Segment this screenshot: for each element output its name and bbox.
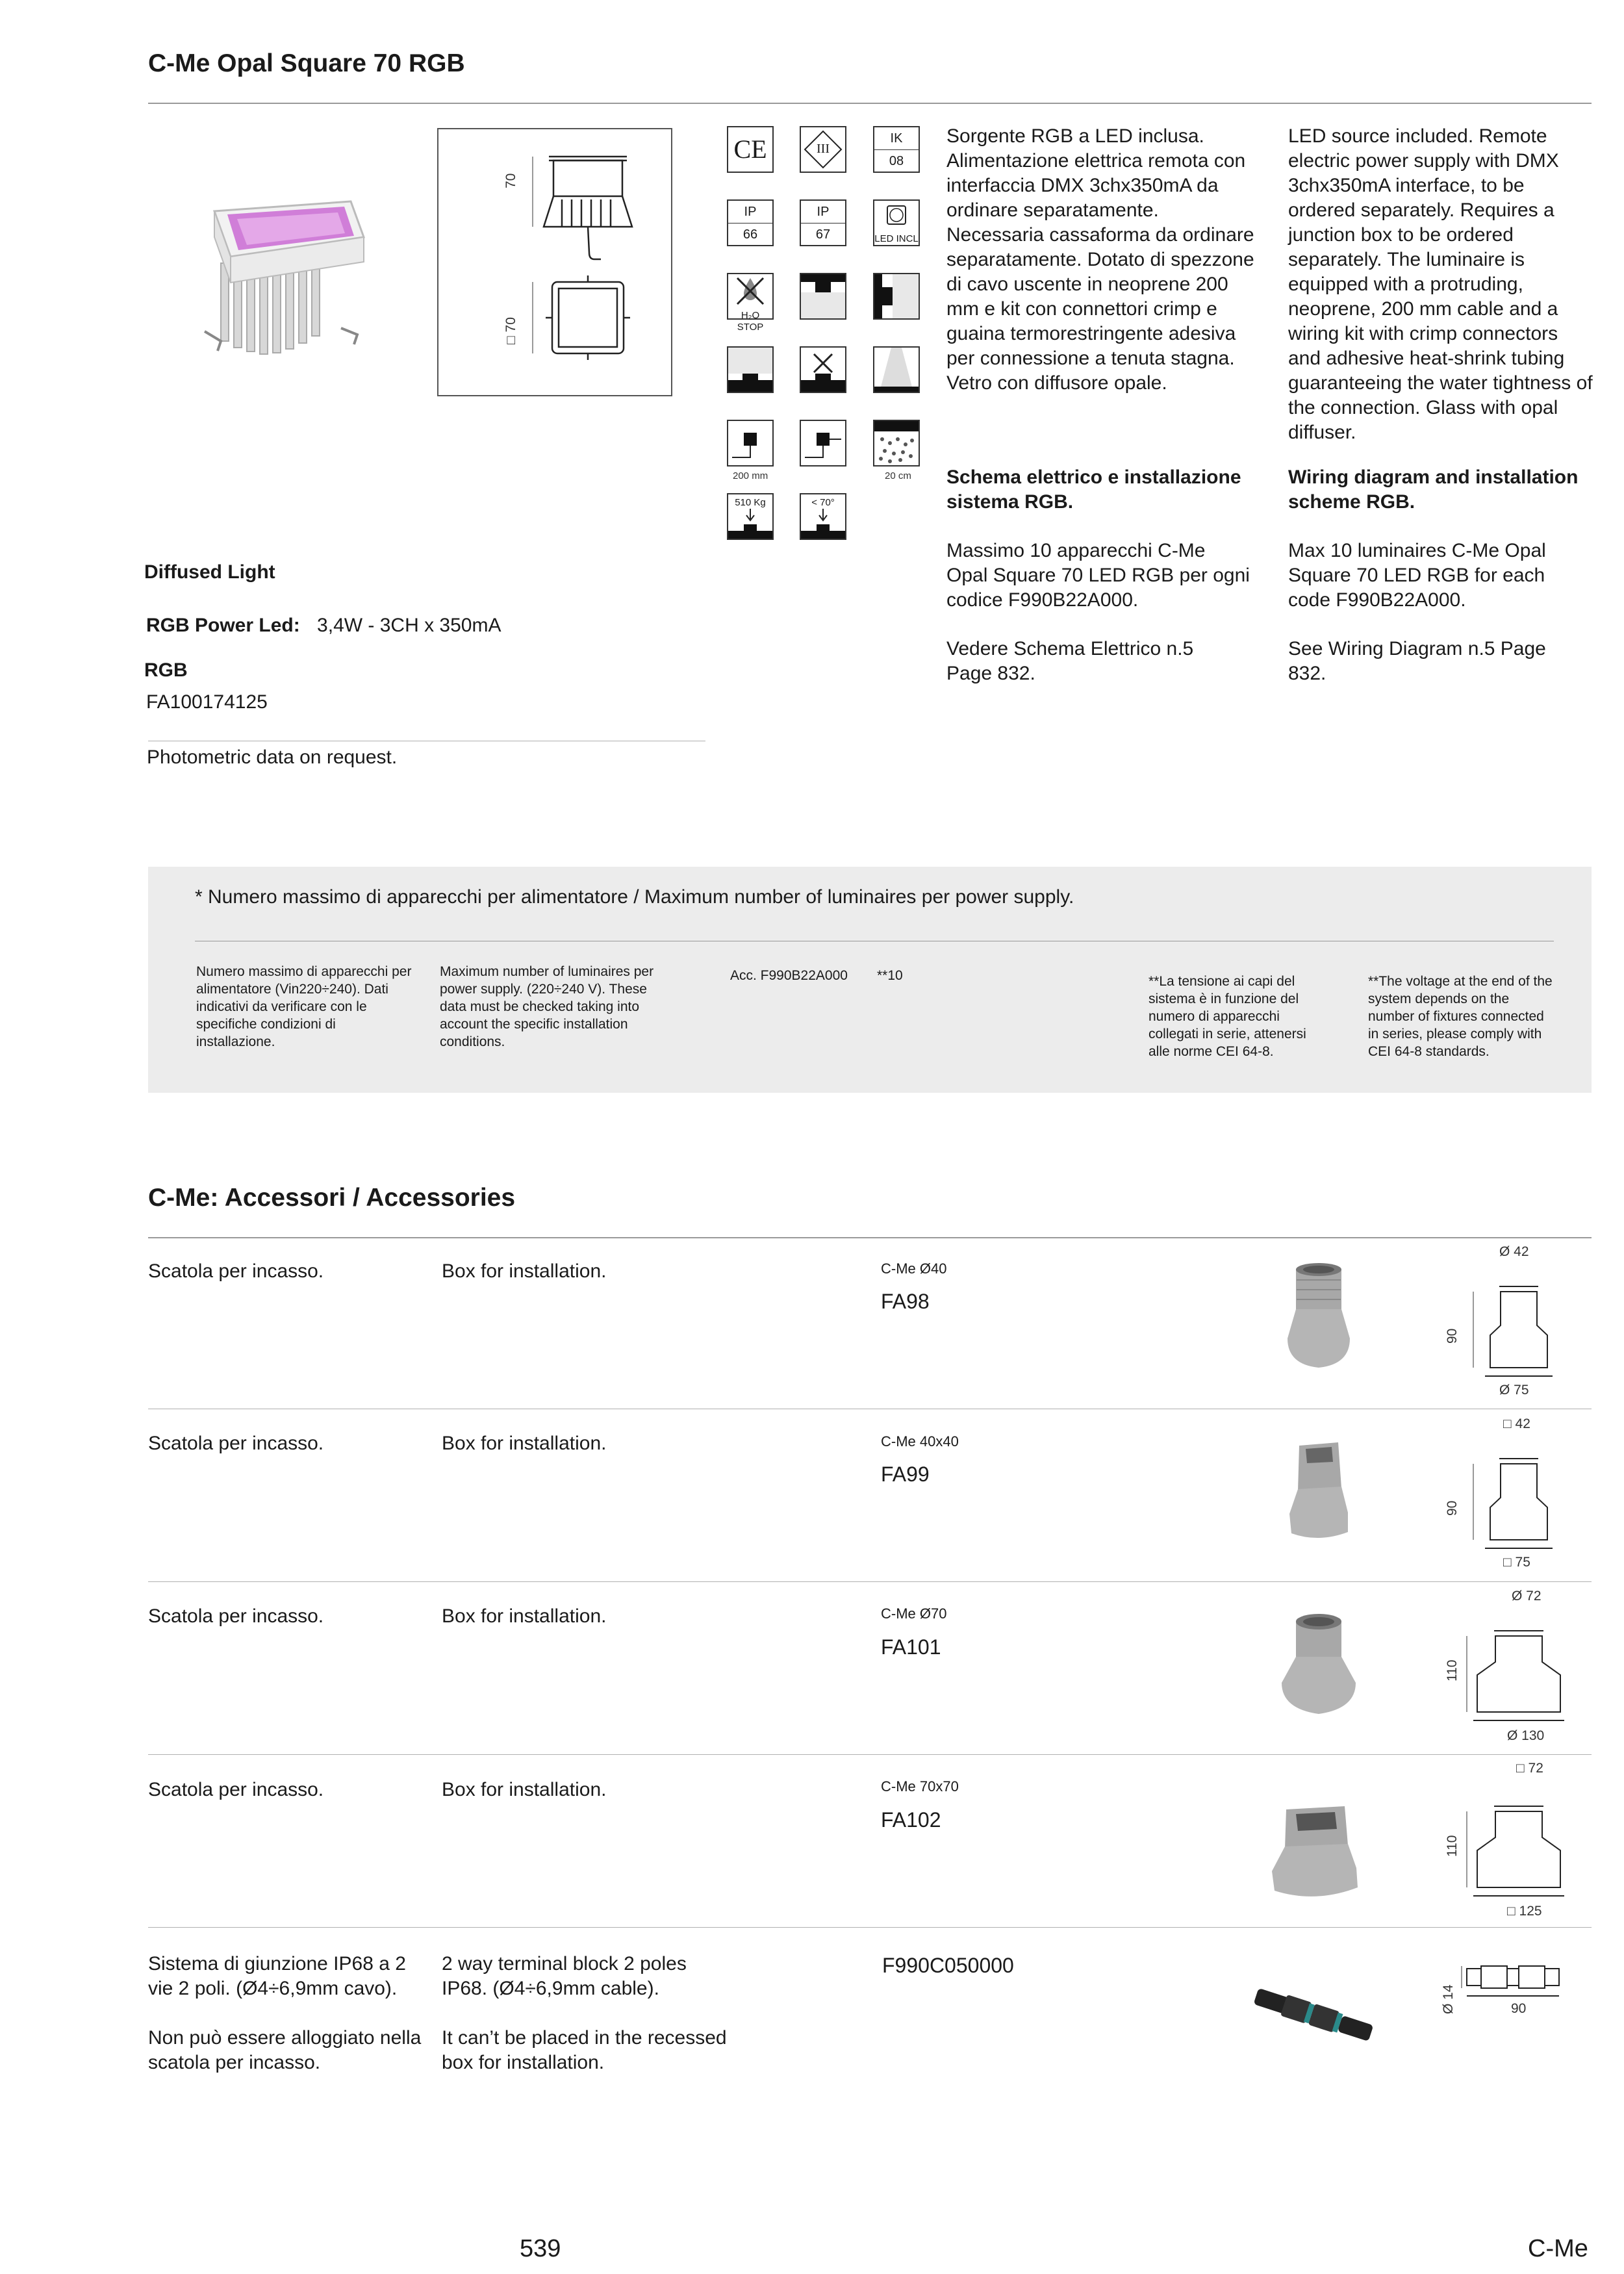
acc-2-height-dim: 90 xyxy=(1445,1500,1460,1516)
acc-3-desc-it: Scatola per incasso. xyxy=(148,1605,324,1627)
ik08-icon: IK 08 xyxy=(873,126,920,173)
power-value: 3,4W - 3CH x 350mA xyxy=(317,615,501,636)
wiring-see-it: Vedere Schema Elettrico n.5 Page 832. xyxy=(946,638,1194,684)
color-label: RGB xyxy=(144,659,188,681)
acc-4-drawing xyxy=(1454,1793,1584,1904)
acc-4-top-dim: □ 72 xyxy=(1516,1761,1543,1776)
acc-4-desc-en: Box for installation. xyxy=(442,1779,607,1800)
accessories-divider xyxy=(148,1237,1592,1238)
photometric-note: Photometric data on request. xyxy=(147,747,398,768)
technical-drawing-frame xyxy=(437,128,672,396)
junction-photo xyxy=(1246,1982,1389,2053)
acc-3-code: FA101 xyxy=(881,1635,941,1659)
cable-200mm-icon xyxy=(727,420,774,466)
description-it: Sorgente RGB a LED inclusa. Alimentazione elettrica remota con interfaccia DMX 3chx350mA da ordinare separatamente. Necessaria cassaforma da ordinare separatamente. Dotato di spezzone di cavo uscente in neoprene 200 mm e kit con connettori crimp e guaina termorestringente adesiva per connessione a tenuta stagna. Vetro con diffusore opale. xyxy=(946,125,1254,394)
junction-diameter-dim: Ø 14 xyxy=(1441,1984,1456,2014)
junction-note-it: Non può essere alloggiato nella scatola per incasso. xyxy=(148,2027,422,2073)
wiring-max-it: Massimo 10 apparecchi C-Me Opal Square 70 LED RGB per ogni codice F990B22A000. xyxy=(946,540,1250,611)
description-en: LED source included. Remote electric power supply with DMX 3chx350mA interface, to be ordered separately. Requires a junction box to be ordered separately. The luminaire is equipped with a protruding, neoprene, 200 mm cable and a wiring kit with crimp connectors and adhesive heat-shrink tubing guaranteeing the water tightness of the connection. Glass with opal diffuser. xyxy=(1288,125,1593,443)
acc-value: **10 xyxy=(877,968,903,983)
acc-3-model: C-Me Ø70 xyxy=(881,1605,947,1622)
walkover-icon xyxy=(800,273,846,320)
page-title: C-Me Opal Square 70 RGB xyxy=(148,49,465,77)
dim-side: □ 70 xyxy=(503,317,518,344)
acc-2-drawing xyxy=(1454,1446,1584,1556)
power-col-en: Maximum number of luminaires per power supply. (220÷240 V). These data must be checked taking into account the specific installation conditions. xyxy=(440,964,654,1049)
cable-length-label: 200 mm xyxy=(733,470,768,481)
section-name: C-Me xyxy=(1528,2235,1588,2262)
junction-drawing xyxy=(1454,1949,1584,2008)
header-divider xyxy=(148,103,1592,104)
junction-code: F990C050000 xyxy=(882,1954,1014,1977)
acc-3-top-dim: Ø 72 xyxy=(1512,1589,1542,1603)
acc-2-desc-en: Box for installation. xyxy=(442,1433,607,1454)
power-table-heading: * Numero massimo di apparecchi per alimentatore / Maximum number of luminaires per power supply. xyxy=(195,886,1074,908)
wiring-title-it: Schema elettrico e installazione sistema RGB. xyxy=(946,466,1241,513)
acc-code: Acc. F990B22A000 xyxy=(730,968,848,983)
acc-1-model: C-Me Ø40 xyxy=(881,1260,947,1277)
power-spec xyxy=(146,613,501,638)
acc-2-code: FA99 xyxy=(881,1463,930,1486)
acc-4-divider xyxy=(148,1927,1592,1928)
junction-desc-it: Sistema di giunzione IP68 a 2 vie 2 poli. (Ø4÷6,9mm cavo). xyxy=(148,1953,406,1999)
cable-exit-icon xyxy=(800,420,846,466)
wiring-title-en: Wiring diagram and installation scheme RGB. xyxy=(1288,466,1579,513)
ip67-icon: IP 67 xyxy=(800,199,846,246)
load-510kg-icon: 510 Kg xyxy=(727,493,774,540)
acc-1-top-dim: Ø 42 xyxy=(1499,1244,1529,1259)
h2o-stop-icon: H₂O STOP xyxy=(727,273,774,320)
acc-1-bottom-dim: Ø 75 xyxy=(1499,1383,1529,1398)
junction-length-dim: 90 xyxy=(1511,2001,1527,2016)
ce-mark-icon: CE xyxy=(727,126,774,173)
acc-2-model: C-Me 40x40 xyxy=(881,1433,959,1450)
led-included-icon: LED INCL xyxy=(873,199,920,246)
acc-3-drawing xyxy=(1454,1618,1584,1728)
acc-3-photo xyxy=(1276,1611,1361,1722)
no-cover-icon xyxy=(800,346,846,393)
ip66-icon: IP 66 xyxy=(727,199,774,246)
acc-1-desc-en: Box for installation. xyxy=(442,1260,607,1282)
power-label: RGB Power Led: xyxy=(146,615,300,636)
wiring-see-en: See Wiring Diagram n.5 Page 832. xyxy=(1288,638,1546,684)
light-type: Diffused Light xyxy=(144,561,275,583)
acc-2-bottom-dim: □ 75 xyxy=(1503,1555,1530,1570)
acc-1-height-dim: 90 xyxy=(1445,1328,1460,1344)
acc-4-height-dim: 110 xyxy=(1445,1835,1460,1857)
acc-2-top-dim: □ 42 xyxy=(1503,1416,1530,1431)
acc-1-desc-it: Scatola per incasso. xyxy=(148,1260,324,1282)
technical-drawing xyxy=(438,129,671,395)
product-code: FA100174125 xyxy=(146,691,268,713)
wiring-max-en: Max 10 luminaires C-Me Opal Square 70 LED RGB for each code F990B22A000. xyxy=(1288,540,1546,611)
class-iii-icon: III xyxy=(800,126,846,173)
acc-2-photo xyxy=(1280,1436,1358,1546)
dim-height: 70 xyxy=(503,173,518,188)
acc-4-code: FA102 xyxy=(881,1808,941,1832)
light-beam-icon xyxy=(873,346,920,393)
acc-4-bottom-dim: □ 125 xyxy=(1507,1904,1542,1919)
distance-label: 20 cm xyxy=(885,470,911,481)
junction-desc-en: 2 way terminal block 2 poles IP68. (Ø4÷6,9mm cable). xyxy=(442,1953,687,1999)
temperature-icon: < 70° xyxy=(800,493,846,540)
acc-4-photo xyxy=(1267,1800,1364,1910)
voltage-note-en: **The voltage at the end of the system depends on the number of fixtures connected in series, please comply with CEI 64-8 standards. xyxy=(1368,974,1553,1059)
wall-mount-icon xyxy=(873,273,920,320)
voltage-note-it: **La tensione ai capi del sistema è in funzione del numero di apparecchi collegati in serie, attenersi alle norme CEI 64-8. xyxy=(1148,974,1306,1059)
acc-1-code: FA98 xyxy=(881,1290,930,1313)
acc-3-bottom-dim: Ø 130 xyxy=(1507,1728,1545,1743)
acc-2-divider xyxy=(148,1581,1592,1582)
page-number: 539 xyxy=(520,2235,561,2262)
acc-4-desc-it: Scatola per incasso. xyxy=(148,1779,324,1800)
acc-3-divider xyxy=(148,1754,1592,1755)
product-photo xyxy=(192,185,367,370)
junction-note-en: It can’t be placed in the recessed box for installation. xyxy=(442,2027,727,2073)
floor-recessed-icon xyxy=(727,346,774,393)
acc-2-desc-it: Scatola per incasso. xyxy=(148,1433,324,1454)
acc-3-height-dim: 110 xyxy=(1445,1659,1460,1681)
acc-4-model: C-Me 70x70 xyxy=(881,1778,959,1795)
acc-1-photo xyxy=(1280,1260,1358,1374)
power-col-it: Numero massimo di apparecchi per alimentatore (Vin220÷240). Dati indicativi da verificare con le specifiche condizioni di installazione. xyxy=(196,964,412,1049)
acc-3-desc-en: Box for installation. xyxy=(442,1605,607,1627)
accessories-title: C-Me: Accessori / Accessories xyxy=(148,1184,516,1212)
acc-1-drawing xyxy=(1454,1273,1584,1384)
distance-icon xyxy=(873,420,920,466)
